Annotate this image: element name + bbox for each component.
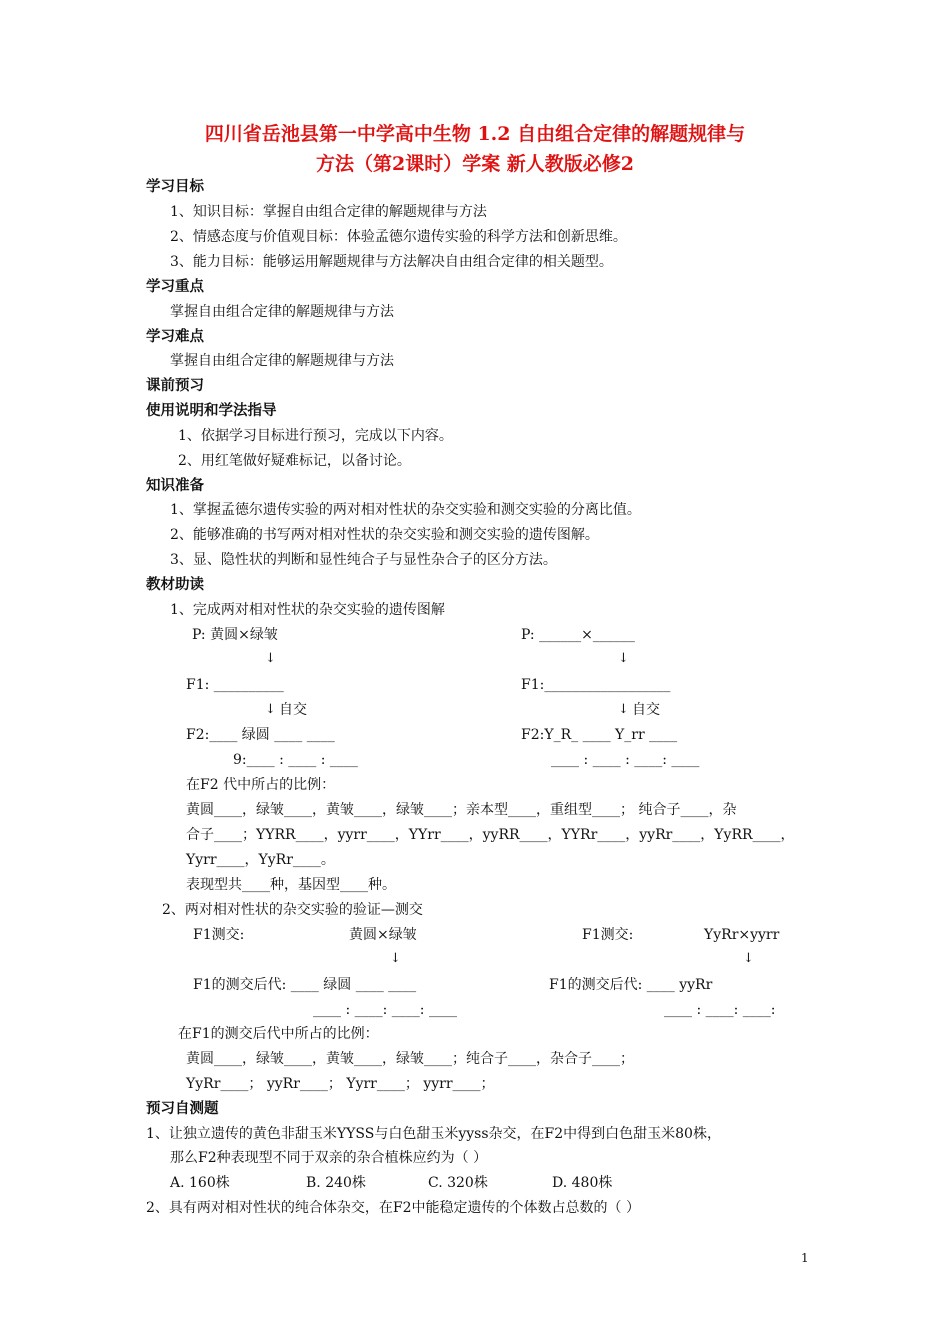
usage-item: 1、依据学习目标进行预习，完成以下内容。: [178, 428, 453, 444]
question-2-stem: 2、具有两对相对性状的纯合体杂交，在F2中能稳定遗传的个体数占总数的（ ）: [146, 1200, 640, 1216]
cross-right-parents: P: ______×______: [521, 627, 635, 643]
question-1-option-a: A. 160株: [170, 1175, 230, 1191]
phenotype-genotype-count: 表现型共____种，基因型____种。: [186, 877, 396, 893]
usage-item: 2、用红笔做好疑难标记，以备讨论。: [178, 453, 411, 469]
question-1-stem: 1、让独立遗传的黄色非甜玉米YYSS与白色甜玉米yyss杂交，在F2中得到白色甜玉米80株，: [146, 1126, 721, 1142]
section-heading-self-test: 预习自测题: [146, 1100, 219, 1117]
prep-item: 2、能够准确的书写两对相对性状的杂交实验和测交实验的遗传图解。: [170, 527, 599, 543]
cross-right-self-label: 自交: [632, 702, 660, 718]
cross-left-f1: F1: __________: [186, 677, 284, 693]
f2-ratio-line: 合子____；YYRR____，yyrr____，YYrr____，yyRR____，YYRr____，yyRr____，YyRR____，: [186, 827, 795, 843]
page-number: 1: [801, 1251, 809, 1265]
objective-item: 2、情感态度与价值观目标：体验孟德尔遗传实验的科学方法和创新思维。: [170, 229, 627, 245]
down-arrow-icon: ↓: [618, 651, 629, 666]
cross-right-f1: F1:__________________: [521, 677, 671, 693]
test-right-offspring: F1的测交后代: ____ yyRr: [549, 977, 713, 993]
question-1-option-d: D. 480株: [552, 1175, 613, 1191]
objective-item: 3、能力目标：能够运用解题规律与方法解决自由组合定律的相关题型。: [170, 254, 613, 270]
reading-item-2: 2、两对相对性状的杂交实验的验证—测交: [162, 902, 423, 918]
down-arrow-icon: ↓: [265, 702, 276, 717]
section-heading-preview: 课前预习: [146, 377, 204, 394]
question-1-stem-cont: 那么F2种表现型不同于双亲的杂合植株应约为（ ）: [170, 1150, 488, 1166]
cross-left-parents: P: 黄圆×绿皱: [192, 627, 278, 643]
cross-left-ratio: 9:____ : ____ : ____: [233, 752, 358, 768]
f2-ratio-intro: 在F2 代中所占的比例：: [186, 777, 336, 793]
f2-ratio-line: 黄圆____，绿皱____，黄皱____，绿皱____；亲本型____，重组型____； 纯合子____，杂: [186, 802, 737, 818]
down-arrow-icon: ↓: [743, 951, 754, 966]
section-heading-difficulty: 学习难点: [146, 328, 204, 345]
down-arrow-icon: ↓: [265, 651, 276, 666]
question-1-option-b: B. 240株: [306, 1175, 366, 1191]
prep-item: 1、掌握孟德尔遗传实验的两对相对性状的杂交实验和测交实验的分离比值。: [170, 502, 641, 518]
section-heading-reading: 教材助读: [146, 576, 204, 593]
test-right-cross: YyRr×yyrr: [704, 927, 780, 943]
test-ratio-intro: 在F1的测交后代中所占的比例：: [178, 1026, 379, 1042]
cross-left-self-label: 自交: [279, 702, 307, 718]
question-1-option-c: C. 320株: [428, 1175, 488, 1191]
test-left-cross: 黄圆×绿皱: [349, 927, 417, 943]
test-left-ratio: ____ : ____: ____: ____: [313, 1002, 457, 1018]
test-left-label: F1测交:: [193, 927, 245, 943]
down-arrow-icon: ↓: [390, 951, 401, 966]
document-title-line1: 四川省岳池县第一中学高中生物 1.2 自由组合定律的解题规律与: [204, 123, 746, 145]
section-heading-key-point: 学习重点: [146, 278, 204, 295]
test-ratio-line: 黄圆____，绿皱____，黄皱____，绿皱____；纯合子____，杂合子____；: [186, 1051, 634, 1067]
document-title-line2: 方法（第2课时）学案 新人教版必修2: [315, 153, 635, 175]
test-right-label: F1测交:: [582, 927, 634, 943]
difficulty-text: 掌握自由组合定律的解题规律与方法: [170, 353, 394, 369]
key-point-text: 掌握自由组合定律的解题规律与方法: [170, 304, 394, 320]
down-arrow-icon: ↓: [618, 702, 629, 717]
test-left-offspring: F1的测交后代: ____ 绿圆 ____ ____: [193, 977, 417, 993]
cross-left-f2: F2:____ 绿圆 ____ ____: [186, 727, 335, 743]
f2-ratio-line: Yyrr____，YyRr____。: [186, 852, 335, 868]
objective-item: 1、知识目标：掌握自由组合定律的解题规律与方法: [170, 204, 487, 220]
test-right-ratio: ____ : ____: ____:: [664, 1002, 776, 1018]
test-ratio-line: YyRr____； yyRr____； Yyrr____； yyrr____；: [186, 1076, 495, 1092]
section-heading-prep: 知识准备: [146, 477, 204, 494]
reading-item-1: 1、完成两对相对性状的杂交实验的遗传图解: [170, 602, 445, 618]
cross-right-ratio: ____ : ____ : ____: ____: [551, 752, 700, 768]
section-heading-objectives: 学习目标: [146, 178, 204, 195]
prep-item: 3、显、隐性状的判断和显性纯合子与显性杂合子的区分方法。: [170, 552, 557, 568]
cross-right-f2: F2:Y_R_ ____ Y_rr ____: [521, 727, 678, 743]
section-heading-usage: 使用说明和学法指导: [146, 402, 277, 419]
